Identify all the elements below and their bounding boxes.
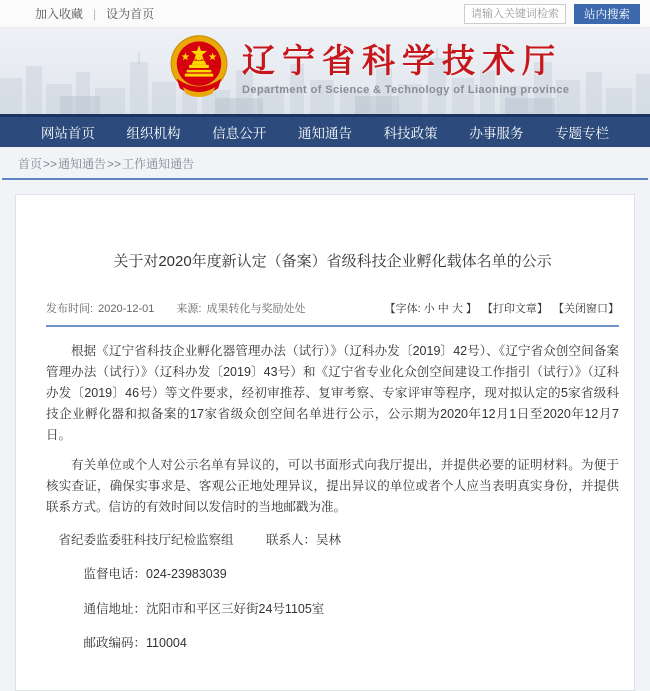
- paragraph: 有关单位或个人对公示名单有异议的，可以书面形式向我厅提出，并提供必要的证明材料。为便于核实查证，确保实事求是、客观公正地处理异议，提出异议的单位或者个人应当表明真实身份，并提供联系方式。信访的有效时间以发信时的当地邮戳为准。: [46, 457, 619, 514]
- publish-date: 2020-12-01: [98, 302, 155, 315]
- national-emblem-icon: [168, 34, 230, 102]
- nav-item-special[interactable]: 专题专栏: [555, 126, 610, 141]
- set-homepage-link[interactable]: 设为首页: [106, 7, 155, 21]
- nav-item-notices[interactable]: 通知通告: [297, 126, 352, 141]
- brand: [0, 28, 650, 102]
- nav-item-organization[interactable]: 组织机构: [126, 126, 181, 141]
- source-label: 来源:: [176, 302, 205, 315]
- add-favorite-link[interactable]: 加入收藏: [35, 7, 84, 21]
- topbar-links: [35, 5, 154, 22]
- main-nav: [0, 114, 650, 147]
- article-title: 关于对2020年度新认定（备案）省级科技企业孵化载体名单的公示: [113, 253, 552, 270]
- topbar: [0, 0, 650, 28]
- article-box: [15, 194, 635, 691]
- zip-label: 邮政编码：: [83, 636, 147, 650]
- meta-rule: [46, 325, 619, 327]
- paragraph: 根据《辽宁省科技企业孵化器管理办法（试行）》（辽科办发〔2019〕42号）、《辽宁省众创空间备案管理办法（试行）》（辽科办发〔2019〕43号）和《辽宁省专业化众创空间建设工作指引（试行）》（辽科办发〔2019〕46号）等文件要求，经初审推荐、复审考察、专家评审等程序，现对拟认定的5家省级科技企业孵化器和拟备案的17家省级众创空间名单进行公示，公示期为2020年12月1日至2020年12月7日。: [46, 343, 619, 442]
- contact-address-line: [46, 601, 619, 619]
- publish-time-label: 发布时间:: [46, 302, 97, 315]
- breadcrumb-separator: >>: [43, 156, 58, 171]
- article-body: [46, 341, 619, 518]
- dept-name: 省纪委监委驻科技厅纪检监察组: [58, 532, 234, 547]
- breadcrumb-zone: [0, 147, 650, 180]
- site-header: [0, 28, 650, 114]
- contact-person-label: 联系人：: [266, 532, 317, 547]
- site-subtitle-en: Department of Science & Technology of Liaoning province: [242, 83, 570, 96]
- nav-item-home[interactable]: 网站首页: [40, 126, 95, 141]
- zip-value: 110004: [146, 636, 187, 650]
- site-search: [464, 4, 640, 24]
- site-search-button[interactable]: 站内搜索: [574, 4, 640, 24]
- meta-tools: [383, 300, 619, 316]
- search-input[interactable]: [464, 4, 566, 24]
- nav-item-services[interactable]: 办事服务: [469, 126, 524, 141]
- source-value: 成果转化与奖励处处: [206, 302, 306, 315]
- print-article-button[interactable]: 【打印文章】: [481, 302, 548, 315]
- nav-item-info-public[interactable]: 信息公开: [212, 126, 267, 141]
- font-size-control[interactable]: 【字体: 小 中 大 】: [384, 302, 477, 315]
- breadcrumb: [0, 155, 650, 178]
- breadcrumb-separator: >>: [107, 156, 122, 171]
- contact-person-name: 吴林: [316, 532, 342, 547]
- contact-zip-line: [46, 635, 619, 653]
- site-title: 辽宁省科学技术厅: [242, 41, 562, 79]
- brand-text: [242, 41, 569, 96]
- article-meta: [46, 300, 619, 316]
- divider: |: [93, 6, 97, 21]
- address-label: 通信地址：: [83, 601, 147, 616]
- contact-dept-line: [46, 532, 619, 550]
- breadcrumb-work-notices[interactable]: 工作通知通告: [122, 157, 195, 171]
- meta-left: [46, 300, 308, 316]
- nav-item-policy[interactable]: 科技政策: [383, 126, 438, 141]
- breadcrumb-home[interactable]: 首页: [18, 157, 43, 171]
- phone-number: 024-23983039: [146, 567, 227, 581]
- address-value: 沈阳市和平区三好街24号1105室: [146, 601, 325, 616]
- phone-label: 监督电话：: [83, 567, 147, 581]
- contact-phone-line: [46, 566, 619, 584]
- close-window-button[interactable]: 【关闭窗口】: [553, 302, 619, 315]
- content-wrap: [0, 180, 650, 691]
- breadcrumb-notices[interactable]: 通知通告: [58, 157, 107, 171]
